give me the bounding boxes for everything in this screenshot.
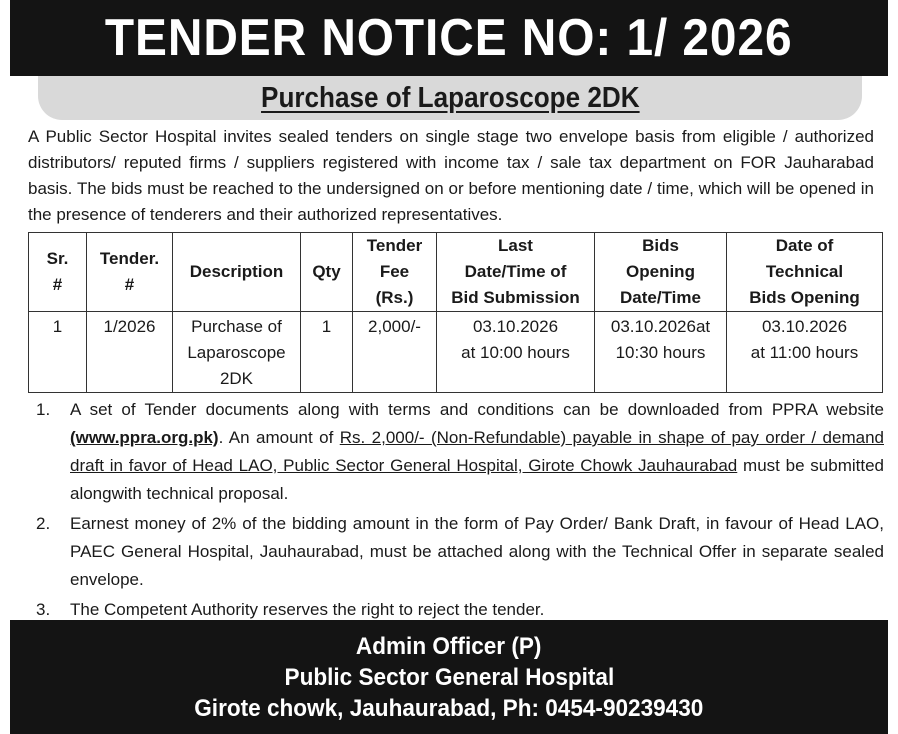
- hospital-name: Public Sector General Hospital: [284, 663, 614, 691]
- item-number: 3.: [36, 600, 51, 619]
- contact-address: Girote chowk, Jauhaurabad, Ph: 0454-90239430: [194, 694, 704, 722]
- footer-bar: [10, 620, 888, 734]
- header-tender-no: Tender. #: [87, 233, 173, 312]
- notice-subtitle: Purchase of Laparoscope 2DK: [260, 81, 640, 114]
- ppra-website-link[interactable]: (www.ppra.org.pk): [70, 428, 219, 447]
- payment-details: Rs. 2,000/- (Non-Refundable) payable in shape of pay order / demand draft in favor of Head LAO, Public Sector General Hospital, Girote Chowk Jauhaurabad: [70, 428, 884, 475]
- item-number: 2.: [36, 514, 51, 533]
- terms-list: [28, 396, 884, 626]
- header-qty: Qty: [301, 233, 353, 312]
- subtitle-bar: [38, 76, 862, 120]
- cell-bids-opening: 03.10.2026at 10:30 hours: [595, 312, 727, 393]
- officer-title: Admin Officer (P): [356, 632, 542, 660]
- cell-sr: 1: [29, 312, 87, 393]
- note-text: Earnest money of 2% of the bidding amount in the form of Pay Order/ Bank Draft, in favour of Head LAO, PAEC General Hospital, Jauhaurabad, must be attached along with the Technical Offer in separate sealed envelope.: [70, 514, 884, 589]
- intro-paragraph: A Public Sector Hospital invites sealed tenders on single stage two envelope basis from eligible / authorized distributors/ reputed firms / suppliers registered with income tax / sale tax department on FOR Jauharabad basis. The bids must be reached to the undersigned on or before mentioning date / time, which will be opened in the presence of tenderers and their authorized representatives.: [28, 127, 874, 224]
- cell-last-date: 03.10.2026 at 10:00 hours: [437, 312, 595, 393]
- header-bids-opening: Bids Opening Date/Time: [595, 233, 727, 312]
- table-header-row: [29, 233, 883, 312]
- header-tender-fee: Tender Fee (Rs.): [353, 233, 437, 312]
- header-technical-opening: Date of Technical Bids Opening: [727, 233, 883, 312]
- list-item: [28, 510, 884, 594]
- note-text: The Competent Authority reserves the right to reject the tender.: [70, 600, 545, 619]
- list-item: [28, 396, 884, 508]
- notice-title: TENDER NOTICE NO: 1/ 2026: [105, 9, 793, 67]
- header-description: Description: [173, 233, 301, 312]
- note-text: must be submitted alongwith technical proposal.: [70, 456, 884, 503]
- header-sr: Sr. #: [29, 233, 87, 312]
- note-text: A set of Tender documents along with terms and conditions can be downloaded from PPRA website: [70, 400, 884, 419]
- cell-technical-opening: 03.10.2026 at 11:00 hours: [727, 312, 883, 393]
- table-row: [29, 312, 883, 393]
- cell-qty: 1: [301, 312, 353, 393]
- tender-notice: [10, 0, 888, 734]
- item-number: 1.: [36, 400, 51, 419]
- note-text: . An amount of: [218, 428, 334, 447]
- header-bar: [10, 0, 888, 76]
- cell-tender-no: 1/2026: [87, 312, 173, 393]
- cell-description: Purchase of Laparoscope 2DK: [173, 312, 301, 393]
- cell-tender-fee: 2,000/-: [353, 312, 437, 393]
- header-last-date: Last Date/Time of Bid Submission: [437, 233, 595, 312]
- tender-table: [28, 232, 883, 393]
